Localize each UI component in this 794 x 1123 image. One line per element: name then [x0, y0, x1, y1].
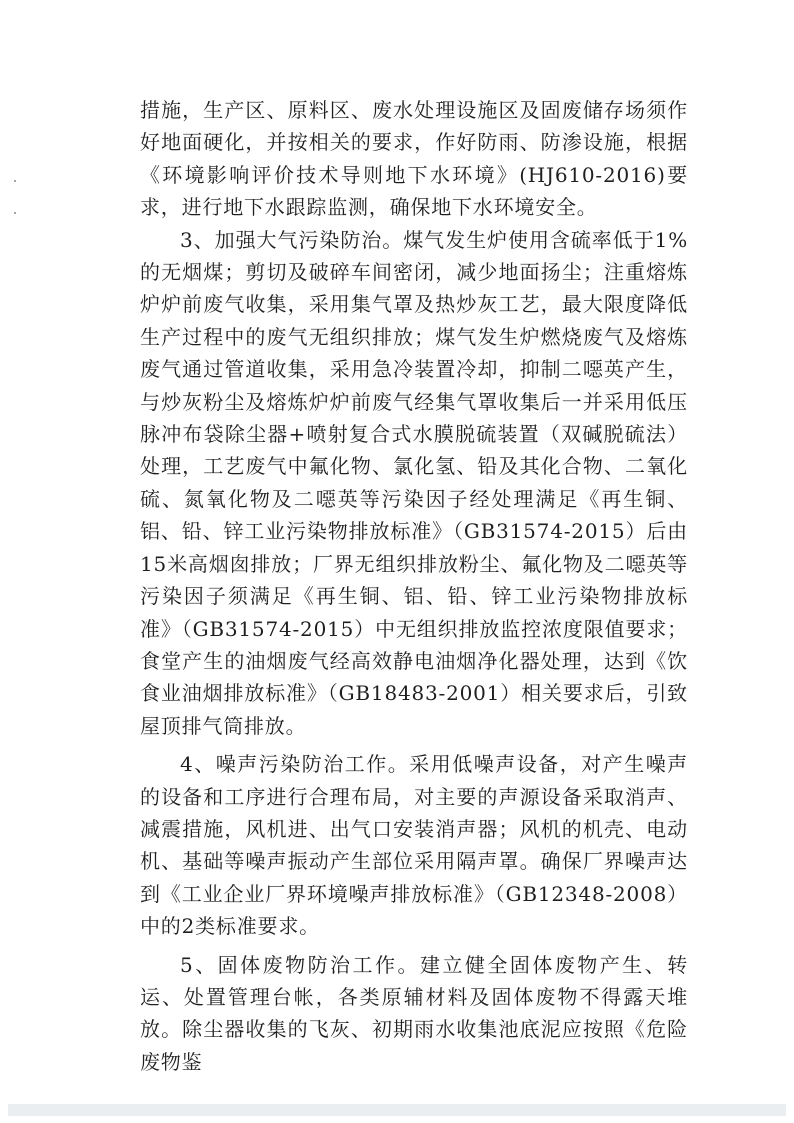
paragraph-groundwater-measures: 措施，生产区、原料区、废水处理设施区及固废储存场须作好地面硬化，并按相关的要求，作好防雨、防渗设施，根据《环境影响评价技术导则地下水环境》(HJ610-2016)要求，进行地下水跟踪监测，确保地下水环境安全。	[140, 98, 688, 220]
paragraph-solid-waste: 5、固体废物防治工作。建立健全固体废物产生、转运、处置管理台帐，各类原辅材料及固体废物不得露天堆放。除尘器收集的飞灰、初期雨水收集池底泥应按照《危险废物鉴	[140, 952, 688, 1074]
paragraph-noise-pollution: 4、噪声污染防治工作。采用低噪声设备，对产生噪声的设备和工序进行合理布局，对主要的声源设备采取消声、减震措施，风机进、出气口安装消声器；风机的机壳、电动机、基础等噪声振动产生部位采用隔声罩。确保厂界噪声达到《工业企业厂界环境噪声排放标准》（GB12348-2008）中的2类标准要求。	[140, 752, 688, 939]
paragraph-air-pollution: 3、加强大气污染防治。煤气发生炉使用含硫率低于1%的无烟煤；剪切及破碎车间密闭，减少地面扬尘；注重熔炼炉炉前废气收集，采用集气罩及热炒灰工艺，最大限度降低生产过程中的废气无组织排放；煤气发生炉燃烧废气及熔炼废气通过管道收集，采用急冷装置冷却，抑制二噁英产生，与炒灰粉尘及熔炼炉炉前废气经集气罩收集后一并采用低压脉冲布袋除尘器+喷射复合式水膜脱硫装置（双碱脱硫法）处理，工艺废气中氟化物、氯化氢、铅及其化合物、二氧化硫、氮氧化物及二噁英等污染因子经处理满足《再生铜、铝、铅、锌工业污染物排放标准》（GB31574-2015）后由15米高烟囱排放；厂界无组织排放粉尘、氟化物及二噁英等污染因子须满足《再生铜、铝、铅、锌工业污染物排放标准》（GB31574-2015）中无组织排放监控浓度限值要求；食堂产生的油烟废气经高效静电油烟净化器处理，达到《饮食业油烟排放标准》（GB18483-2001）相关要求后，引致屋顶排气筒排放。	[140, 227, 688, 738]
scan-speck	[14, 212, 16, 214]
document-body	[140, 94, 688, 1078]
scan-speck	[14, 180, 16, 182]
scan-bottom-edge	[8, 1104, 786, 1116]
